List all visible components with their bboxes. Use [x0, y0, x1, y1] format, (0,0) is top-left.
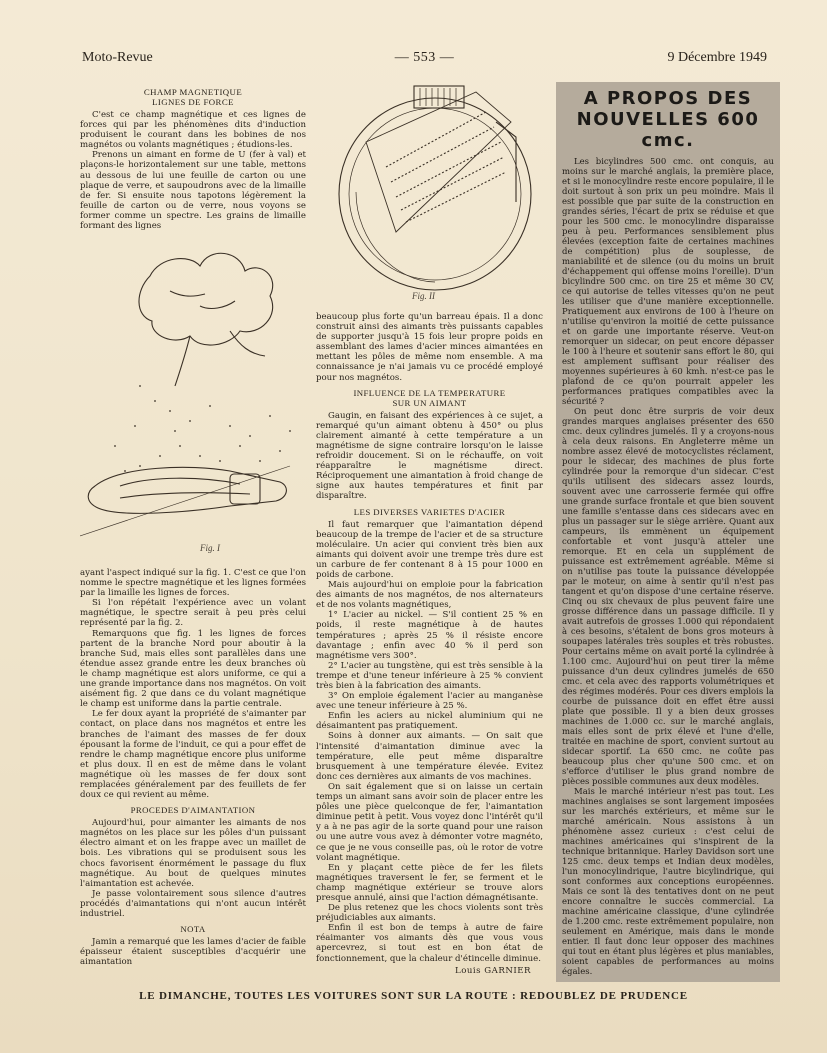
- paragraph: C'est ce champ magnétique et ces lignes de forces qui par les phénomènes dits d'induction produisent le courant dans les bobines de nos magnétos ou volants magnétiques ; étudions-les.: [80, 110, 306, 151]
- article-column-1-bottom: [80, 568, 306, 980]
- section-title-temperature: INFLUENCE DE LA TEMPERATURE SUR UN AIMANT: [353, 387, 506, 408]
- paragraph: 3° On emploie également l'acier au manganèse avec une teneur inférieure à 25 %.: [316, 691, 543, 712]
- section-title-aciers: LES DIVERSES VARIETES D'ACIER: [353, 506, 506, 517]
- sidebar-title-line-1: A PROPOS DES: [583, 88, 753, 109]
- paragraph: On sait également que si on laisse un certain temps un aimant sans avoir soin de placer entre les pôles une pièce quelconque de fer, l'aimantation diminue petit à petit. Vous voyez donc l'intérêt qu'il y a à ne pas agir de la sorte quand pour une raison ou une autre vous avez à démonter votre magnéto, ce que je ne vous conseille pas, où le rotor de votre volant magnétique.: [316, 781, 543, 863]
- paragraph: Aujourd'hui, pour aimanter les aimants de nos magnétos on les place sur les pôles d'un puissant électro aimant et on les frappe avec un maillet de bois. Les vibrations qui se produisent sous les chocs favorisent énormément le passage du flux magnétique. Au bout de quelques minutes l'aimantation est achevée.: [80, 818, 306, 889]
- paragraph: Enfin les aciers au nickel aluminium qui ne désaimantent pas pratiquement.: [316, 711, 543, 732]
- sidebar-body: [556, 151, 780, 977]
- paragraph: Mais aujourd'hui on emploie pour la fabrication des aimants de nos magnétos, de nos alternateurs et de nos volants magnétiques,: [316, 580, 543, 611]
- footer-slogan: LE DIMANCHE, TOUTES LES VOITURES SONT SUR LA ROUTE : REDOUBLEZ DE PRUDENCE: [139, 990, 688, 1002]
- paragraph: Il faut remarquer que l'aimantation dépend beaucoup de la trempe de l'acier et de sa structure moléculaire. Un acier qui convient très bien aux aimants qui doivent avoir une trempe très dure est un carbure de fer contenant 8 à 15 pour 1000 en poids de carbone.: [316, 519, 543, 580]
- article-column-2: [316, 312, 543, 984]
- paragraph: Prenons un aimant en forme de U (fer à val) et plaçons-le horizontalement sur une table, mettons au dessous de lui une feuille de carton ou une plaque de verre, et saupoudrons avec de la limaille de fer. Si ensuite nous tapotons légèrement la feuille de carton ou de verre, nous voyons se former comme un spectre. Les grains de limaille formant des lignes: [80, 150, 306, 232]
- paragraph: 2° L'acier au tungstène, qui est très sensible à la trempe et d'une teneur inférieure à 25 % convient très bien à la fabrication des aimants.: [316, 660, 543, 691]
- article-column-1-top: [80, 82, 306, 232]
- paragraph: Je passe volontairement sous silence d'autres procédés d'aimantations qui n'ont aucun intérêt industriel.: [80, 888, 306, 919]
- author-signature: Louis GARNIER: [454, 965, 531, 976]
- paragraph: Gaugin, en faisant des expériences à ce sujet, a remarqué qu'un aimant obtenu à 450° ou plus clairement aimanté à cette température a un magnétisme de signe contraire lorsqu'on le laisse refroidir doucement. Si on le réchauffe, on voit réapparaître le magnétisme direct. Réciproquement une aimantation à froid change de signe aux hautes températures et finit par disparaître.: [316, 410, 543, 502]
- paragraph: En y plaçant cette pièce de fer les filets magnétiques traversent le fer, se ferment et le champ magnétique extérieur se trouve alors presque annulé, ainsi que l'action démagnétisante.: [316, 862, 543, 903]
- section-title-procedes: PROCEDES D'AIMANTATION: [130, 805, 256, 816]
- figure-2-illustration: [326, 82, 544, 304]
- sidebar-title-line-2: NOUVELLES 600 cmc.: [576, 109, 760, 151]
- issue-date: 9 Décembre 1949: [667, 50, 767, 65]
- paragraph: Si l'on répétait l'expérience avec un volant magnétique, le spectre serait à peu près celui représenté par la fig. 2.: [80, 598, 306, 629]
- paragraph: On peut donc être surpris de voir deux grandes marques anglaises présenter des 650 cmc. deux cylindres jumelés. Il y a croyons-nous à cela deux raisons. En Angleterre même un nombre assez élevé de motocyclistes réclament, pour le sidecar, des machines de plus forte cylindrée pour la remorque d'un sidecar. C'est qu'ils utilisent des sidecars assez lourds, souvent avec une carrosserie fermée qui offre une grande surface frontale et que bien souvent une famille s'entasse dans ces sidecars avec en plus un passager sur le siège arrière. Quant aux campeurs, ils emmènent un équipement confortable et vont jusqu'à atteler une remorque. Et en cela un supplément de puissance est extrêmement agréable. Même si on n'utilise pas toute la puissance développée par le moteur, on aime à sentir qu'il n'est pas tangent et qu'on dispose d'une certaine réserve. Cinq ou six chevaux de plus peuvent faire une grosse différence dans un passage difficile. Il y avait autrefois de grosses 1.000 qui répondaient à ces besoins, s'étalent de bons gros moteurs à soupapes latérales très souples et très robustes. Pour certains même on avait porté la cylindrée à 1.100 cmc. Aujourd'hui on peut tirer la même puissance d'un deux cylindres jumelés de 650 cmc. et cela avec des rapports volumétriques et des régimes modérés. Pour ces divers emplois la courbe de puissance doit en effet être aussi plate que possible. Il y a bien deux grosses machines de 1.000 cc. sur le marché anglais, mais elles sont de prix élevé et l'une d'elle, traitée en machine de sport, convient surtout au sidecar sportif. La 650 cmc. ne coûte pas beaucoup plus cher qu'une 500 cmc. et on s'efforce d'utiliser le plus grand nombre de pièces possible communes aux deux modèles.: [562, 407, 774, 787]
- section-title-champ-magnetique: CHAMP MAGNETIQUE LIGNES DE FORCE: [143, 87, 243, 107]
- magazine-name: Moto-Revue: [82, 50, 153, 65]
- page-number: — 553 —: [394, 50, 455, 65]
- paragraph: Mais le marché intérieur n'est pas tout. Les machines anglaises se sont largement imposées sur les marchés extérieurs, et même sur le marché américain. Nous assistons à un phénomène assez curieux : c'est celui de machines américaines qui s'inspirent de la technique britannique. Harley Davidson sort une 125 cmc. deux temps et Indian deux modèles, l'un monocylindrique, l'autre bicylindrique, qui sont conformes aux conceptions européennes. Mais ce sont là des tentatives dont on ne peut encore connaître le succès commercial. La machine américaine classique, d'une cylindrée de 1.200 cmc. reste extrêmement populaire, non seulement en Amérique, mais dans le monde entier. Il faut donc leur opposer des machines qui tout en étant plus légères et plus maniables, soient capables de performances au moins égales.: [562, 787, 774, 977]
- page-header: [82, 50, 767, 70]
- paragraph: ayant l'aspect indiqué sur la fig. 1. C'est ce que l'on nomme le spectre magnétique et les lignes formées par la limaille les lignes de forces.: [80, 568, 306, 599]
- sidebar-article: [556, 82, 780, 982]
- figure-1-illustration: [80, 236, 310, 564]
- sidebar-title: [556, 82, 780, 151]
- paragraph: beaucoup plus forte qu'un barreau épais. Il a donc construit ainsi des aimants très puissants capables de supporter jusqu'à 15 fois leur propre poids en assemblant des lames d'acier minces aimantées en mettant les pôles de même nom ensemble. A ma connaissance je n'ai jamais vu ce procédé employé pour nos magnétos.: [316, 312, 543, 383]
- paragraph: Le fer doux ayant la propriété de s'aimanter par contact, on place dans nos magnétos et entre les branches de l'aimant des masses de fer doux épousant la forme de l'induit, ce qui a pour effet de rendre le champ magnétique encore plus uniforme et plus doux. Il en est de même dans le volant magnétique où les masses de fer doux sont remplacées généralement par des feuillets de fer doux ce qui revient au même.: [80, 709, 306, 801]
- figure-2-caption: Fig. II: [412, 291, 435, 301]
- paragraph: Remarquons que fig. 1 les lignes de forces partent de la branche Nord pour aboutir à la branche Sud, mais elles sont parallèles dans une étendue assez grande entre les deux branches où le champ magnétique est alors uniforme, ce qui a une grande importance dans nos magnétos. On voit aisément fig. 2 que dans ce du volant magnétique le champ est uniforme dans la partie centrale.: [80, 628, 306, 710]
- section-title-nota: NOTA: [180, 924, 206, 935]
- paragraph: De plus retenez que les chocs violents sont très préjudiciables aux aimants.: [316, 903, 543, 924]
- paragraph: Les bicylindres 500 cmc. ont conquis, au moins sur le marché anglais, la première place, et si le monocylindre reste encore populaire, il le doit surtout à son prix un peu moindre. Mais il est possible que par suite de la construction en grandes séries, l'écart de prix se réduise et que pour les 500 cmc. le monocylindre disparaisse peu à peu. Performances sensiblement plus élevées (exception faite de certaines machines de compétition) plus de souplesse, de maniabilité et de silence (ou du moins un bruit d'échappement qui offense moins l'oreille). D'un bicylindre 500 cmc. on tire 25 et même 30 CV, ce qui autorise de telles vitesses qu'on ne peut les utiliser que d'une manière exceptionnelle. Pratiquement aux environs de 100 à l'heure on n'utilise qu'environ la moitié de cette puissance et on garde une importante réserve. Veut-on remorquer un sidecar, on peut encore dépasser le 100 à l'heure et soutenir sans effort le 80, qui est amplement suffisant pour réaliser des moyennes supérieures à 60 kmh. n'est-ce pas le plafond de ce qu'on pourrait appeler les performances pratiques compatibles avec la sécurité ?: [562, 157, 775, 407]
- paragraph: Soins à donner aux aimants. — On sait que l'intensité d'aimantation diminue avec la température, elle peut même disparaître brusquement à une température élevée. Evitez donc ces dernières aux aimants de vos machines.: [316, 731, 543, 782]
- paragraph: Enfin il est bon de temps à autre de faire réaimanter vos aimants dès que vous vous apercevrez, si tout est en bon état de fonctionnement, que la chaleur d'étincelle diminue.: [316, 923, 543, 964]
- paragraph: 1° L'acier au nickel. — S'il contient 25 % en poids, il reste magnétique à de hautes températures ; après 25 % il résiste encore davantage ; enfin avec 40 % il perd son magnétisme vers 300°.: [316, 610, 543, 661]
- figure-1-caption: Fig. I: [200, 543, 220, 553]
- paragraph: Jamin a remarqué que les lames d'acier de faible épaisseur étaient susceptibles d'acquérir une aimantation: [80, 937, 306, 968]
